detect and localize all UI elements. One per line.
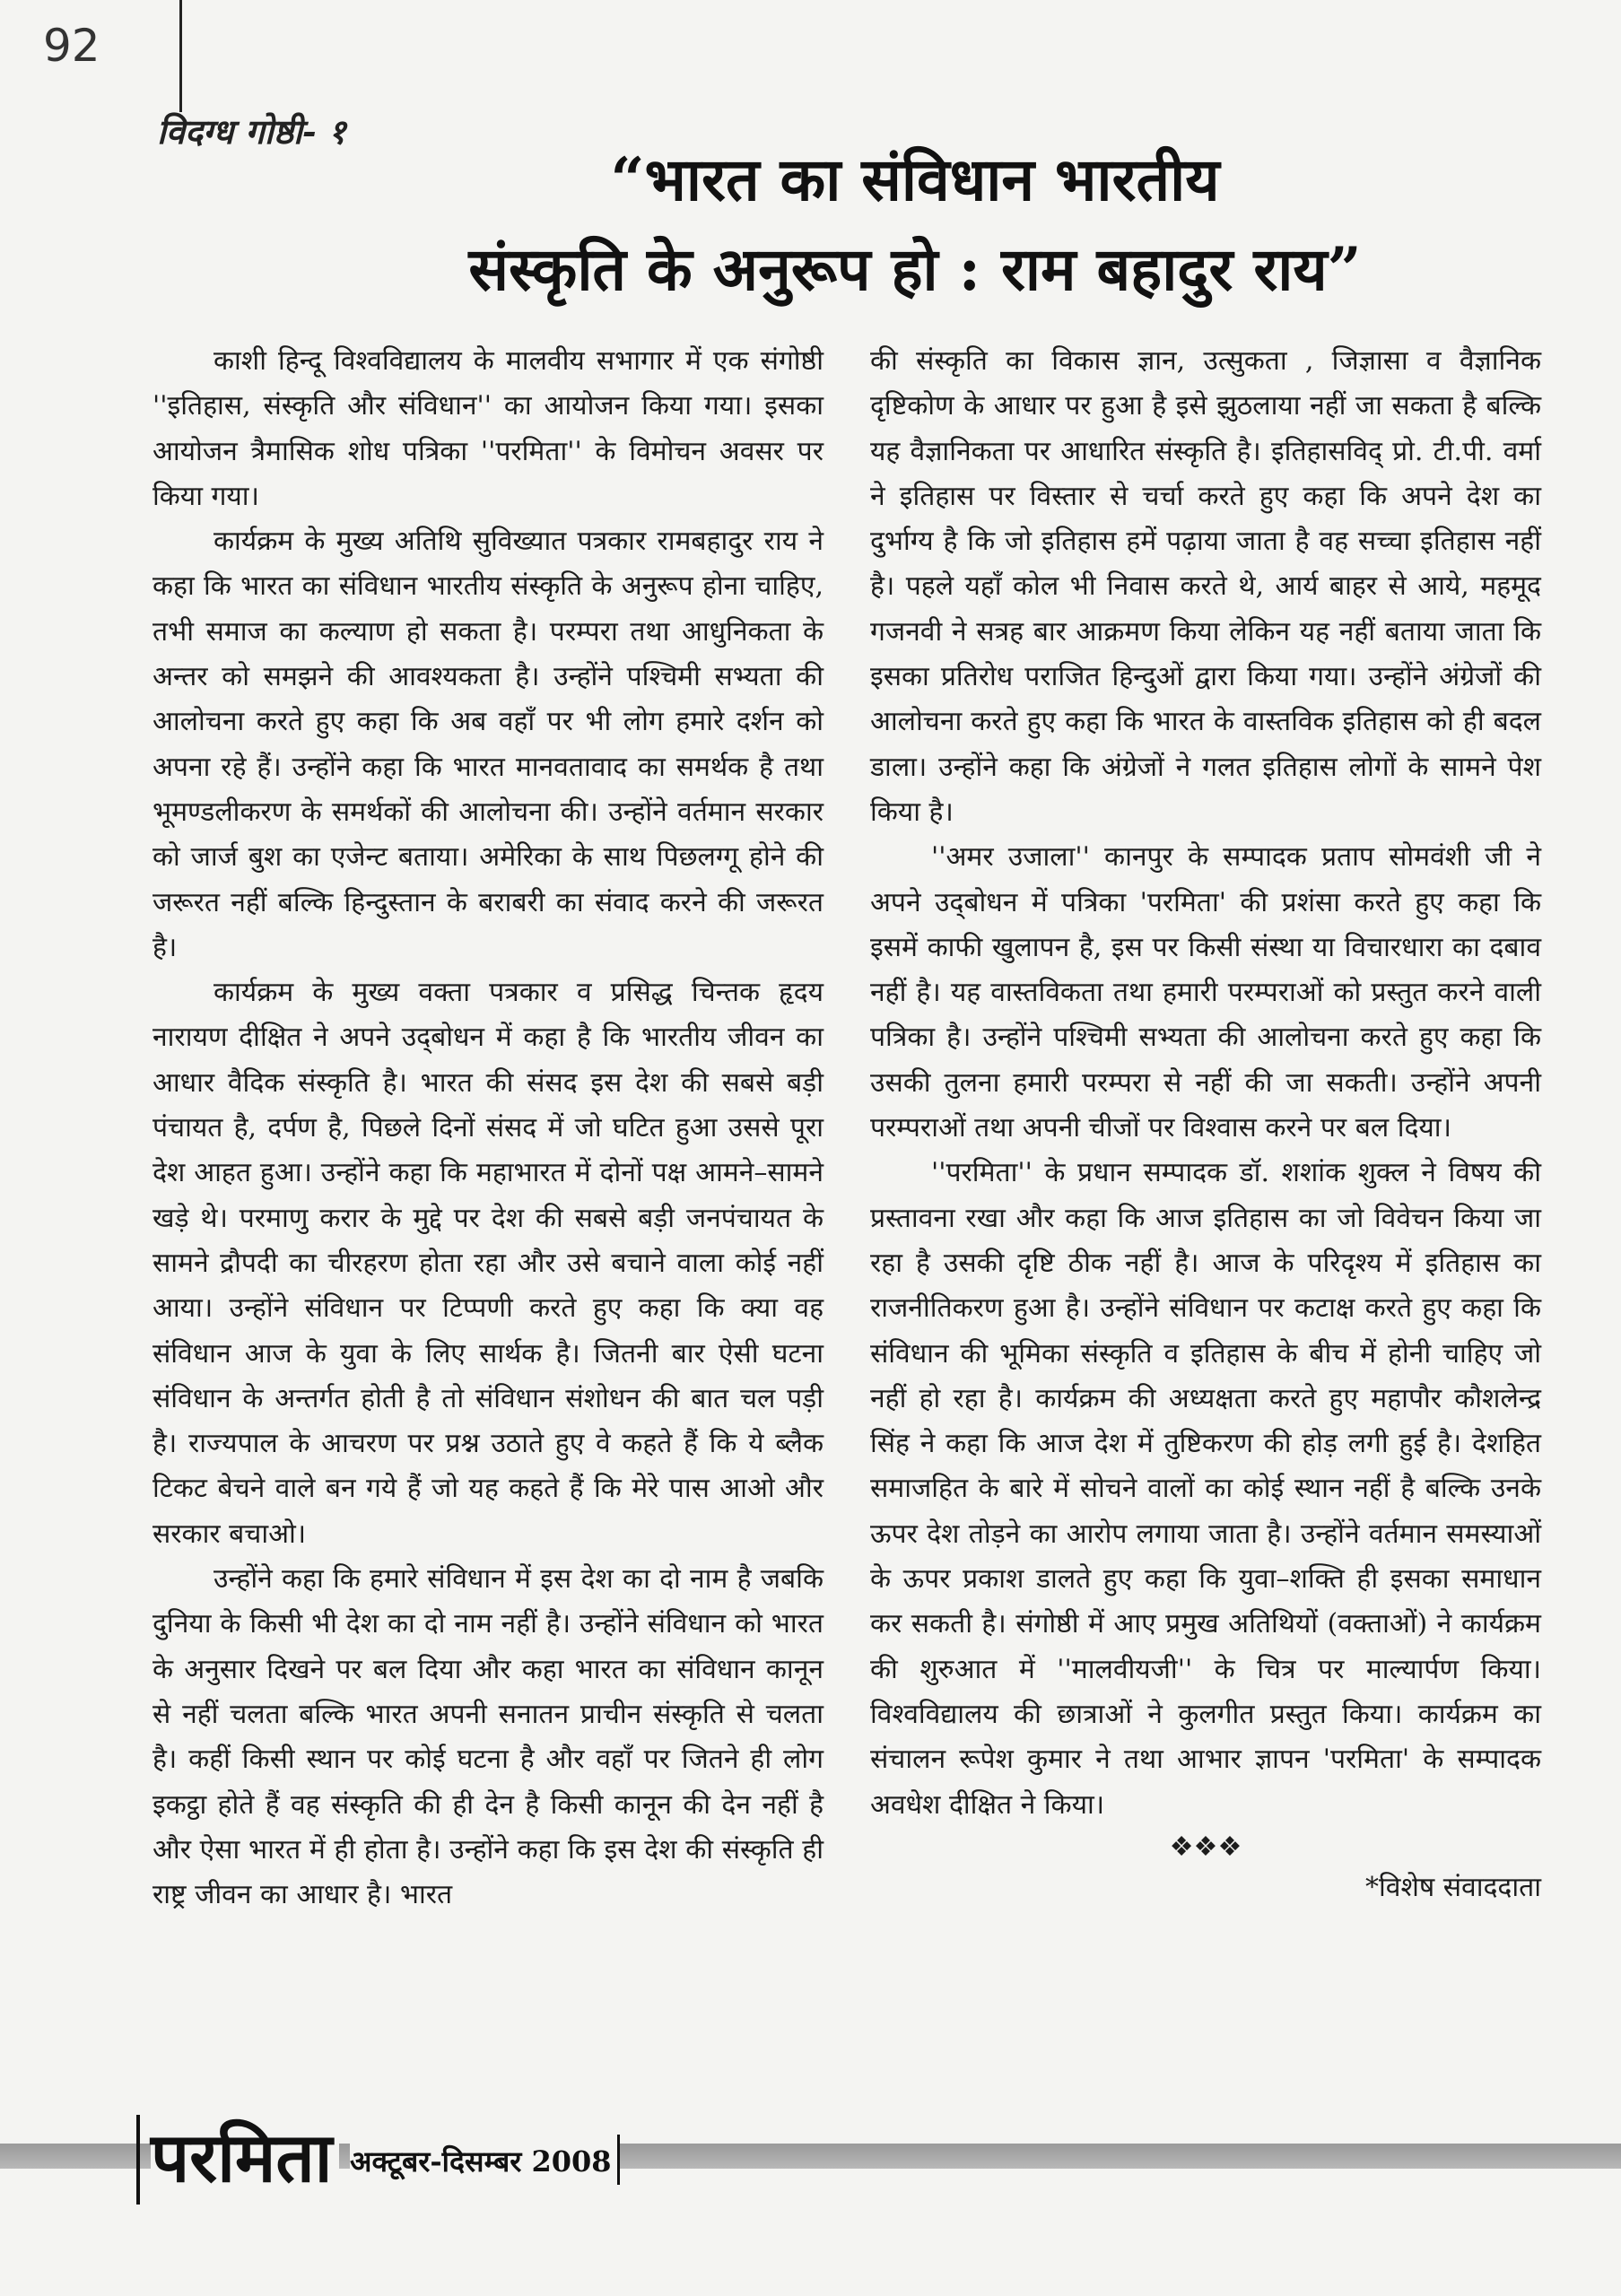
paragraph: उन्होंने कहा कि हमारे संविधान में इस देश का दो नाम है जबकि दुनिया के किसी भी देश का दो नाम नहीं है। उन्होंने संविधान को भारत के अनुसार दिखने पर बल दिया और कहा भारत का संविधान कानून से नहीं चलता बल्कि भारत अपनी सनातन प्राचीन संस्कृति से चलता है। कहीं किसी स्थान पर कोई घटना है और वहाँ पर जितने ही लोग इकट्ठा होते हैं वह संस्कृति की ही देन है किसी कानून की देन नहीं है और ऐसा भारत में ही होता है। उन्होंने कहा कि इस देश की संस्कृति ही राष्ट्र जीवन का आधार है। भारत bbox=[153, 1563, 824, 1911]
paragraph: काशी हिन्दू विश्वविद्यालय के मालवीय सभागार में एक संगोष्ठी ''इतिहास, संस्कृति और संविधान'' का आयोजन किया गया। इसका आयोजन त्रैमासिक शोध पत्रिका ''परमिता'' के विमोचन अवसर पर किया गया। bbox=[153, 345, 824, 512]
paragraph: ''परमिता'' के प्रधान सम्पादक डॉ. शशांक शुक्ल ने विषय की प्रस्तावना रखा और कहा कि आज इतिहास का जो विवेचन किया जा रहा है उसकी दृष्टि ठीक नहीं है। आज के परिदृश्य में इतिहास का राजनीतिकरण हुआ है। उन्होंने संविधान पर कटाक्ष करते हुए कहा कि संविधान की भूमिका संस्कृति व इतिहास के बीच में होनी चाहिए जो नहीं हो रहा है। कार्यक्रम की अध्यक्षता करते हुए महापौर कौशलेन्द्र सिंह ने कहा कि आज देश में तुष्टिकरण की होड़ लगी हुई है। देशहित समाजहित के बारे में सोचने वालों का कोई स्थान नहीं है बल्कि उनके ऊपर देश तोड़ने का आरोप लगाया जाता है। उन्होंने वर्तमान समस्याओं के ऊपर प्रकाश डालते हुए कहा कि युवा–शक्ति ही इसका समाधान कर सकती है। संगोष्ठी में आए प्रमुख अतिथियों (वक्ताओं) ने कार्यक्रम की शुरुआत में ''मालवीयजी'' के चित्र पर माल्यार्पण किया। विश्वविद्यालय की छात्राओं ने कुलगीत प्रस्तुत किया। कार्यक्रम का संचालन रूपेश कुमार ने तथा आभार ज्ञापन 'परमिता' के सम्पादक अवधेश दीक्षित ने किया। bbox=[870, 1157, 1541, 1821]
section-separator-glyphs: ❖❖❖ bbox=[1169, 1831, 1242, 1863]
headline-line-1: “भारत का संविधान भारतीय bbox=[610, 144, 1220, 214]
footer-magazine-name: परमिता bbox=[151, 2109, 339, 2202]
footer-rule-left bbox=[136, 2115, 140, 2205]
byline: *विशेष संवाददाता bbox=[1365, 1871, 1541, 1903]
article-column-right bbox=[870, 339, 1541, 1910]
article-headline bbox=[269, 135, 1561, 314]
section-tag: विदग्ध गोष्ठी- १ bbox=[157, 111, 346, 152]
footer-rule-right bbox=[617, 2135, 620, 2185]
paragraph: की संस्कृति का विकास ज्ञान, उत्सुकता , जिज्ञासा व वैज्ञानिक दृष्टिकोण के आधार पर हुआ है इसे झुठलाया नहीं जा सकता है बल्कि यह वैज्ञानिकता पर आधारित संस्कृति है। इतिहासविद् प्रो. टी.पी. वर्मा ने इतिहास पर विस्तार से चर्चा करते हुए कहा कि अपने देश का दुर्भाग्य है कि जो इतिहास हमें पढ़ाया जाता है वह सच्चा इतिहास नहीं है। पहले यहाँ कोल भी निवास करते थे, आर्य बाहर से आये, महमूद गजनवी ने सत्रह बार आक्रमण किया लेकिन यह नहीं बताया जाता कि इसका प्रतिरोध पराजित हिन्दुओं द्वारा किया गया। उन्होंने अंग्रेजों की आलोचना करते हुए कहा कि भारत के वास्तविक इतिहास को ही बदल डाला। उन्होंने कहा कि अंग्रेजों ने गलत इतिहास लोगों के सामने पेश किया है। bbox=[870, 345, 1541, 828]
paragraph: कार्यक्रम के मुख्य वक्ता पत्रकार व प्रसिद्ध चिन्तक हृदय नारायण दीक्षित ने अपने उद्‌बोधन में कहा है कि भारतीय जीवन का आधार वैदिक संस्कृति है। भारत की संसद इस देश की सबसे बड़ी पंचायत है, दर्पण है, पिछले दिनों संसद में जो घटित हुआ उससे पूरा देश आहत हुआ। उन्होंने कहा कि महाभारत में दोनों पक्ष आमने–सामने खड़े थे। परमाणु करार के मुद्दे पर देश की सबसे बड़ी जनपंचायत के सामने द्रौपदी का चीरहरण होता रहा और उसे बचाने वाला कोई नहीं आया। उन्होंने संविधान पर टिप्पणी करते हुए कहा कि क्या वह संविधान आज के युवा के लिए सार्थक है। जितनी बार ऐसी घटना संविधान के अन्तर्गत होती है तो संविधान संशोधन की बात चल पड़ी है। राज्यपाल के आचरण पर प्रश्न उठाते हुए वे कहते हैं कि ये ब्लैक टिकट बेचने वाले बन गये हैं जो यह कहते हैं कि मेरे पास आओ और सरकार बचाओ। bbox=[153, 977, 824, 1550]
headline-line-2: संस्कृति के अनुरूप हो : राम बहादुर राय” bbox=[468, 234, 1362, 304]
page-number: 92 bbox=[43, 20, 100, 72]
paragraph: कार्यक्रम के मुख्य अतिथि सुविख्यात पत्रकार रामबहादुर राय ने कहा कि भारत का संविधान भारतीय संस्कृति के अनुरूप होना चाहिए, तभी समाज का कल्याण हो सकता है। परम्परा तथा आधुनिकता के अन्तर को समझने की आवश्यकता है। उन्होंने पश्चिमी सभ्यता की आलोचना करते हुए कहा कि अब वहाँ पर भी लोग हमारे दर्शन को अपना रहे हैं। उन्होंने कहा कि भारत मानवतावाद का समर्थक है तथा भूमण्डलीकरण के समर्थकों की आलोचना की। उन्होंने वर्तमान सरकार को जार्ज बुश का एजेन्ट बताया। अमेरिका के साथ पिछलग्गू होने की जरूरत नहीं बल्कि हिन्दुस्तान के बराबरी का संवाद करने की जरूरत है। bbox=[153, 526, 824, 963]
header-vertical-rule bbox=[179, 0, 182, 112]
article-column-left bbox=[153, 339, 824, 1918]
footer-issue-date: अक्टूबर-दिसम्बर 2008 bbox=[350, 2142, 617, 2180]
paragraph: ''अमर उजाला'' कानपुर के सम्पादक प्रताप सोमवंशी जी ने अपने उद्‌बोधन में पत्रिका 'परमिता' की प्रशंसा करते हुए कहा कि इसमें काफी खुलापन है, इस पर किसी संस्था या विचारधारा का दबाव नहीं है। यह वास्तविकता तथा हमारी परम्पराओं को प्रस्तुत करने वाली पत्रिका है। उन्होंने पश्चिमी सभ्यता की आलोचना करते हुए कहा कि उसकी तुलना हमारी परम्परा से नहीं की जा सकती। उन्होंने अपनी परम्पराओं तथा अपनी चीजों पर विश्वास करने पर बल दिया। bbox=[870, 841, 1541, 1144]
